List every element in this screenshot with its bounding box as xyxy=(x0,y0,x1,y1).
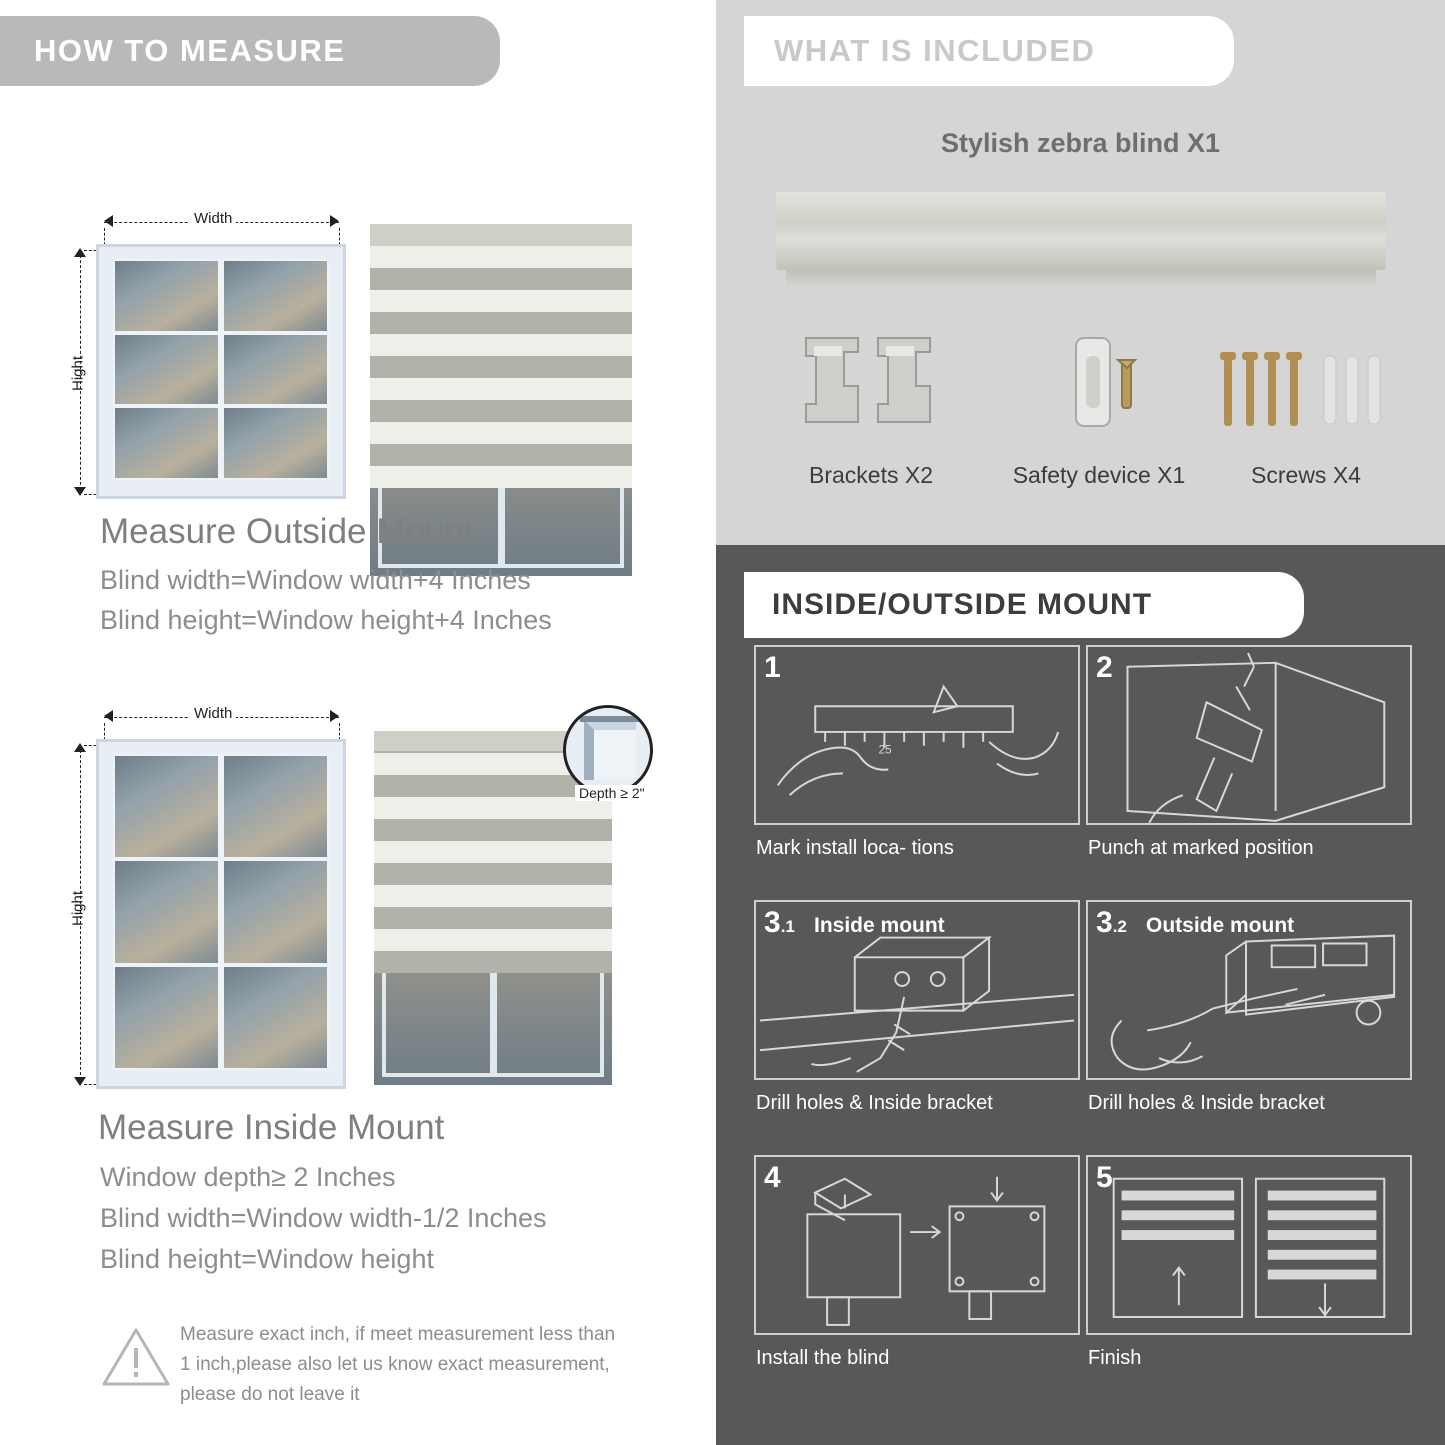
step-5-caption: Finish xyxy=(1088,1347,1142,1369)
step-4-number: 4 xyxy=(764,1161,781,1194)
step-4-box xyxy=(754,1155,1080,1335)
inside-outside-mount-tab xyxy=(744,572,1304,638)
step-5-box xyxy=(1086,1155,1412,1335)
step-3-1-inline-label: Inside mount xyxy=(814,914,945,937)
what-is-included-panel xyxy=(716,0,1445,545)
warning-triangle-icon xyxy=(100,1324,172,1390)
install-blind-icon xyxy=(756,1157,1078,1335)
step-3-2-caption: Drill holes & Inside bracket xyxy=(1088,1092,1325,1114)
step-1-number: 1 xyxy=(764,651,781,684)
svg-text:25: 25 xyxy=(878,742,892,757)
inside-mount-line-3: Blind height=Window height xyxy=(100,1244,434,1274)
screws-icon xyxy=(1216,330,1396,435)
arrow-left-icon xyxy=(104,215,113,227)
outside-mount-line-2: Blind height=Window height+4 Inches xyxy=(100,605,552,635)
step-3-1-number-main: 3 xyxy=(764,906,781,939)
what-is-included-tab xyxy=(744,16,1234,86)
zebra-blind-product-icon xyxy=(776,192,1386,270)
step-3-2-box xyxy=(1086,900,1412,1080)
inside-width-label: Width xyxy=(190,705,236,722)
outside-mount-line-1: Blind width=Window width+4 Inches xyxy=(100,565,531,595)
how-to-measure-label: HOW TO MEASURE xyxy=(34,33,346,68)
what-is-included-label: WHAT IS INCLUDED xyxy=(774,33,1096,68)
step-3-2-number-sub: .2 xyxy=(1112,917,1127,936)
outside-mount-figure xyxy=(0,100,712,500)
step-1-box xyxy=(754,645,1080,825)
depth-label: Depth ≥ 2" xyxy=(575,785,649,801)
step-2-caption: Punch at marked position xyxy=(1088,837,1314,859)
inside-bracket-icon xyxy=(756,902,1078,1080)
warning-note-text: Measure exact inch, if meet measurement less than 1 inch,please also let us know exact measurement, please do not leave it xyxy=(180,1324,616,1405)
window-outside-mount xyxy=(96,244,346,499)
outside-bracket-icon xyxy=(1088,902,1410,1080)
outside-mount-title: Measure Outside Mount xyxy=(100,512,474,551)
window-inside-mount xyxy=(96,739,346,1089)
step-3-2-inline-label: Outside mount xyxy=(1146,914,1295,937)
step-4-caption: Install the blind xyxy=(756,1347,890,1369)
inside-mount-title: Measure Inside Mount xyxy=(98,1108,445,1147)
inside-mount-figure xyxy=(0,695,712,1115)
step-3-1-number-sub: .1 xyxy=(780,917,795,936)
step-3-2-number-main: 3 xyxy=(1096,906,1113,939)
arrow-right-icon xyxy=(330,215,339,227)
included-main-item-label: Stylish zebra blind X1 xyxy=(940,128,1221,158)
inside-height-label: Hight xyxy=(69,890,87,927)
step-1-caption: Mark install loca- tions xyxy=(756,837,954,859)
warning-note xyxy=(100,1320,640,1410)
arrow-right-icon xyxy=(330,710,339,722)
safety-device-label: Safety device X1 xyxy=(1012,462,1186,488)
brackets-label: Brackets X2 xyxy=(809,462,933,488)
step-2-box xyxy=(1086,645,1412,825)
outside-height-label: Hight xyxy=(69,355,87,392)
outside-width-label: Width xyxy=(190,210,236,227)
inside-outside-mount-label: INSIDE/OUTSIDE MOUNT xyxy=(772,588,1153,621)
inside-outside-mount-panel xyxy=(716,545,1445,1445)
step-5-number: 5 xyxy=(1096,1161,1113,1194)
how-to-measure-tab xyxy=(0,16,500,86)
screws-label: Screws X4 xyxy=(1251,462,1361,488)
depth-callout-circle xyxy=(563,705,653,795)
brackets-icon xyxy=(796,330,946,435)
inside-mount-line-1: Window depth≥ 2 Inches xyxy=(100,1162,396,1192)
finish-blind-icon xyxy=(1088,1157,1410,1335)
safety-device-icon xyxy=(1056,330,1176,435)
tape-measure-icon xyxy=(756,647,1078,825)
step-3-1-caption: Drill holes & Inside bracket xyxy=(756,1092,993,1114)
step-2-number: 2 xyxy=(1096,651,1113,684)
drill-icon xyxy=(1088,647,1410,825)
arrow-left-icon xyxy=(104,710,113,722)
step-3-1-box xyxy=(754,900,1080,1080)
inside-mount-line-2: Blind width=Window width-1/2 Inches xyxy=(100,1203,547,1233)
how-to-measure-panel xyxy=(0,0,712,1445)
